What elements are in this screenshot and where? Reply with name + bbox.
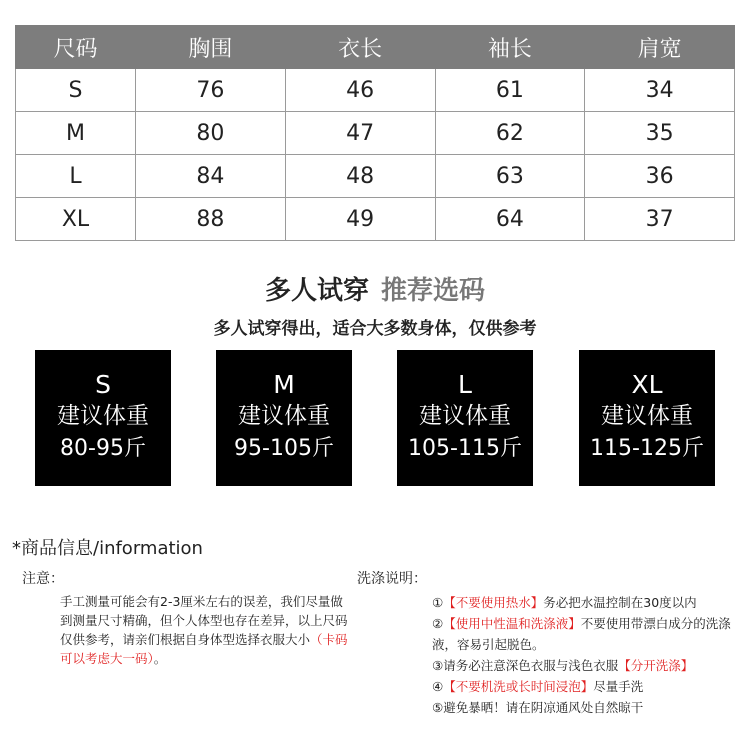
table-cell: 37 (585, 198, 735, 241)
header-sleeve: 袖长 (435, 26, 585, 69)
recommend-title-strong: 多人试穿 (264, 276, 369, 306)
table-cell: XL (16, 198, 136, 241)
wash-list (432, 592, 742, 718)
wash-item-text: 务必把水温控制在30度以内 (543, 595, 697, 610)
wash-item-pre: 请务必注意深色衣服与浅色衣服 (443, 658, 619, 673)
list-item (432, 592, 742, 613)
product-info-heading: *商品信息/information (12, 538, 203, 559)
wash-item-number: ⑤ (432, 700, 444, 715)
table-cell: 84 (136, 155, 286, 198)
table-cell: 46 (285, 69, 435, 112)
table-row (16, 198, 735, 241)
notes-heading: 注意： (22, 571, 64, 587)
recommend-size: S (95, 370, 111, 399)
recommend-subtitle: 多人试穿得出，适合大多数身体，仅供参考 (213, 319, 537, 339)
wash-item-number: ③ (432, 658, 444, 673)
table-cell: 36 (585, 155, 735, 198)
table-cell: 49 (285, 198, 435, 241)
table-cell: 88 (136, 198, 286, 241)
recommend-size: XL (631, 370, 663, 399)
list-item (432, 613, 742, 655)
recommend-box-m (216, 350, 352, 486)
recommend-weight: 80-95斤 (60, 436, 146, 461)
table-cell: 76 (136, 69, 286, 112)
table-cell: 62 (435, 112, 585, 155)
notes-text: 手工测量可能会有2-3厘米左右的误差，我们尽量做到测量尺寸精确，但个人体型也存在差异，以上尺码仅供参考，请亲们根据自身体型选择衣服大小 (60, 594, 348, 647)
recommend-box-s (35, 350, 171, 486)
wash-item-text: 尽量手洗 (593, 679, 644, 694)
table-cell: 48 (285, 155, 435, 198)
wash-item-highlight: 【使用中性温和洗涤液】 (443, 616, 581, 631)
table-cell: 35 (585, 112, 735, 155)
recommend-size: L (458, 370, 472, 399)
notes-highlight: （卡码可以考虑大一码） (60, 632, 348, 666)
table-cell: 64 (435, 198, 585, 241)
list-item (432, 676, 742, 697)
table-row (16, 112, 735, 155)
table-cell: 63 (435, 155, 585, 198)
wash-item-number: ④ (432, 679, 444, 694)
recommend-label: 建议体重 (419, 403, 511, 429)
table-cell: 47 (285, 112, 435, 155)
wash-item-number: ② (432, 616, 444, 631)
table-cell: M (16, 112, 136, 155)
wash-item-highlight: 【不要使用热水】 (443, 595, 544, 610)
list-item (432, 697, 742, 718)
wash-item-highlight: 【分开洗涤】 (618, 658, 694, 673)
wash-item-highlight: 【不要机洗或长时间浸泡】 (443, 679, 594, 694)
table-cell: 61 (435, 69, 585, 112)
table-row (16, 155, 735, 198)
table-cell: S (16, 69, 136, 112)
size-chart-table (15, 25, 735, 241)
wash-instructions-section (357, 568, 742, 718)
notes-body (60, 592, 350, 668)
recommend-weight: 115-125斤 (590, 436, 704, 461)
header-chest: 胸围 (136, 26, 286, 69)
recommend-weight: 105-115斤 (408, 436, 522, 461)
table-row (16, 69, 735, 112)
recommend-label: 建议体重 (57, 403, 149, 429)
recommend-label: 建议体重 (601, 403, 693, 429)
wash-item-text: 不要使用带漂白成分的洗涤液，容易引起脱色。 (432, 616, 731, 652)
recommend-title (0, 270, 750, 307)
recommend-title-muted: 推荐选码 (381, 276, 486, 306)
recommend-box-xl (579, 350, 715, 486)
table-cell: L (16, 155, 136, 198)
list-item (432, 655, 742, 676)
recommend-size: M (273, 370, 295, 399)
size-chart-header-row (16, 26, 735, 69)
table-cell: 34 (585, 69, 735, 112)
recommend-label: 建议体重 (238, 403, 330, 429)
wash-heading: 洗涤说明： (357, 571, 427, 587)
notes-section (22, 568, 352, 668)
wash-item-number: ① (432, 595, 444, 610)
table-cell: 80 (136, 112, 286, 155)
header-shoulder: 肩宽 (585, 26, 735, 69)
recommend-weight: 95-105斤 (234, 436, 334, 461)
recommend-box-group (35, 350, 715, 486)
recommend-box-l (397, 350, 533, 486)
header-length: 衣长 (285, 26, 435, 69)
wash-item-pre: 避免暴晒！请在阴凉通风处自然晾干 (443, 700, 644, 715)
header-size: 尺码 (16, 26, 136, 69)
notes-tail: 。 (153, 651, 167, 666)
